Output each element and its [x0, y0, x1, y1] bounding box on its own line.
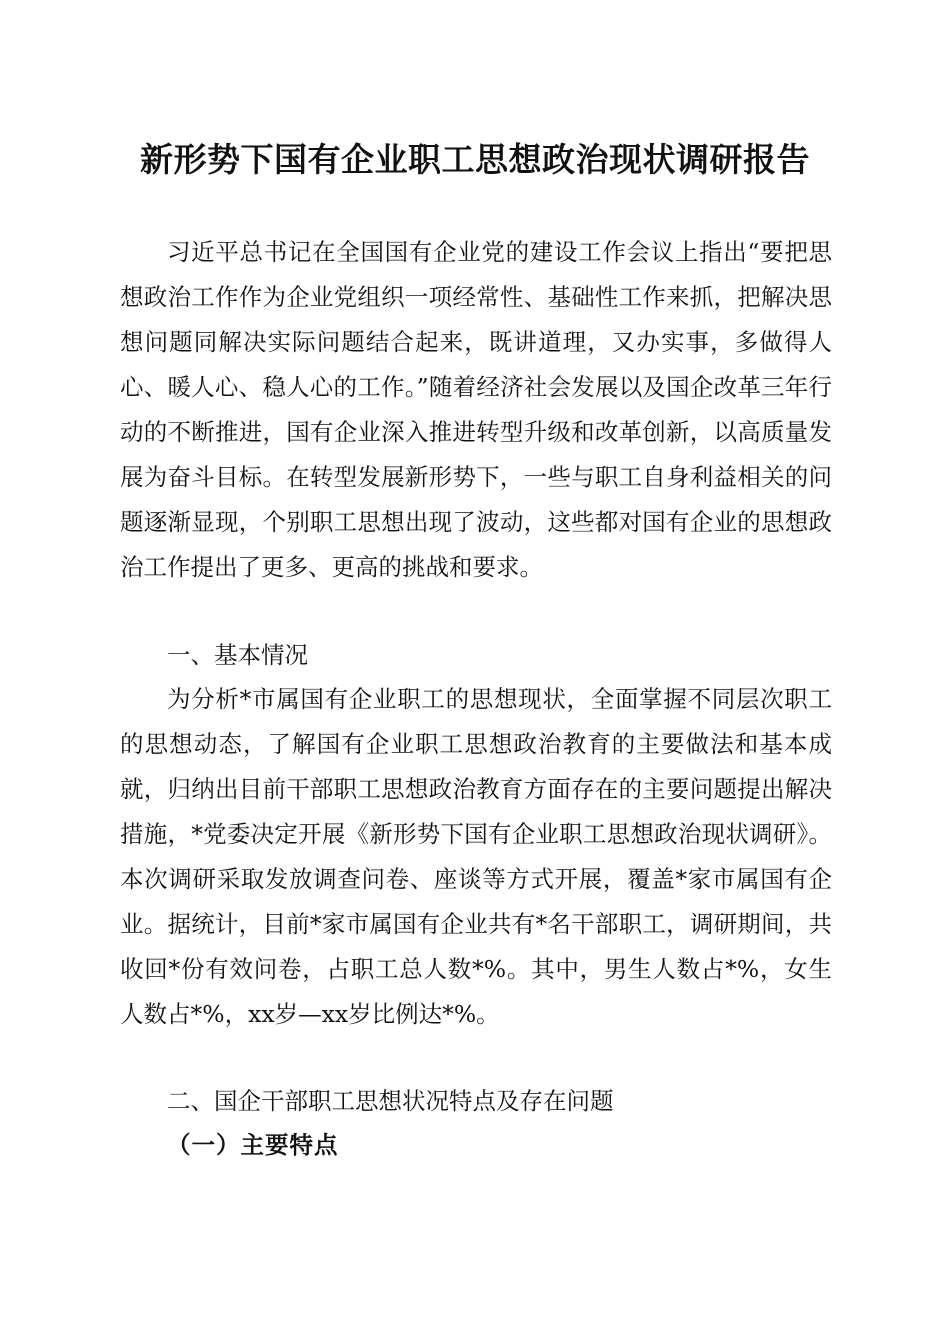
- subsection-heading-main-features: （一）主要特点: [167, 1131, 339, 1159]
- document-title: 新形势下国有企业职工思想政治现状调研报告: [140, 140, 810, 179]
- paragraph-intro: 习近平总书记在全国国有企业党的建设工作会议上指出“要把思想政治工作作为企业党组织一项经常性、基础性工作来抓，把解决思想问题同解决实际问题结合起来，既讲道理，又办实事，多做得人心、暖人心、稳人心的工作。”随着经济社会发展以及国企改革三年行动的不断推进，国有企业深入推进转型升级和改革创新，以高质量发展为奋斗目标。在转型发展新形势下，一些与职工自身利益相关的问题逐渐显现，个别职工思想出现了波动，这些都对国有企业的思想政治工作提出了更多、更高的挑战和要求。: [120, 238, 832, 581]
- section-heading-characteristics-problems: 二、国企干部职工思想状况特点及存在问题: [167, 1087, 614, 1115]
- section-heading-basic-situation: 一、基本情况: [167, 641, 308, 669]
- paragraph-basic-situation: 为分析*市属国有企业职工的思想现状，全面掌握不同层次职工的思想动态，了解国有企业职工思想政治教育的主要做法和基本成就，归纳出目前干部职工思想政治教育方面存在的主要问题提出解决措施，*党委决定开展《新形势下国有企业职工思想政治现状调研》。本次调研采取发放调查问卷、座谈等方式开展，覆盖*家市属国有企业。据统计，目前*家市属国有企业共有*名干部职工，调研期间，共收回*份有效问卷，占职工总人数*%。其中，男生人数占*%，女生人数占*%，xx岁—xx岁比例达*%。: [120, 685, 832, 1028]
